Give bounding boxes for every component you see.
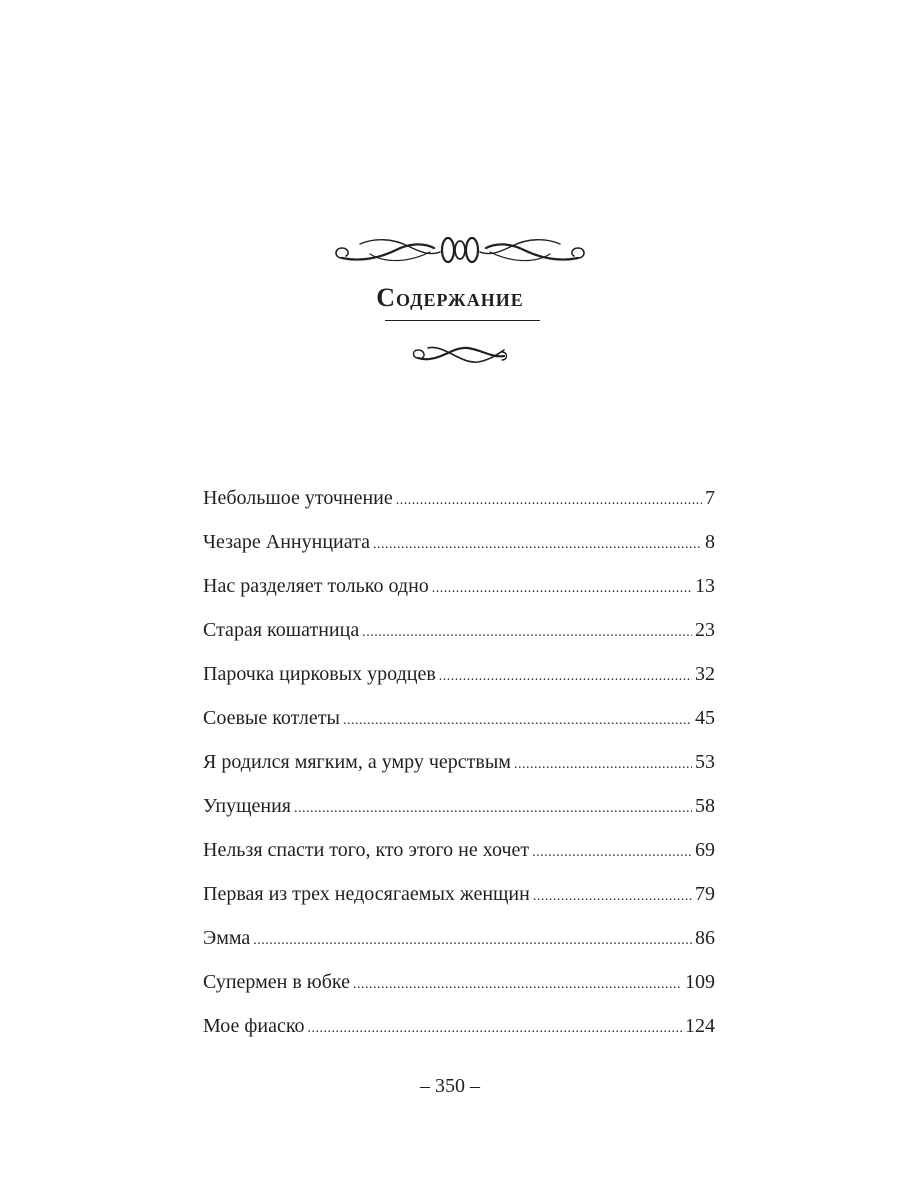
toc-entry-title: Мое фиаско (203, 1015, 305, 1037)
dot-leader (343, 704, 692, 735)
table-of-contents (203, 484, 715, 1056)
toc-entry[interactable] (203, 836, 715, 880)
flourish-scroll-icon (330, 228, 590, 272)
toc-entry-page: 124 (685, 1015, 715, 1037)
dot-leader (294, 792, 692, 823)
toc-entry-page: 53 (695, 751, 715, 773)
dot-leader (439, 660, 692, 691)
toc-entry-page: 8 (705, 531, 715, 553)
toc-entry[interactable] (203, 572, 715, 616)
dot-leader (396, 484, 702, 515)
toc-entry-page: 32 (695, 663, 715, 685)
toc-entry-page: 45 (695, 707, 715, 729)
dot-leader (253, 924, 692, 955)
page-title: Содержание (376, 283, 524, 312)
flourish-small-icon (408, 338, 512, 372)
toc-entry[interactable] (203, 968, 715, 1012)
toc-entry-title: Упущения (203, 795, 291, 817)
dot-leader (308, 1012, 682, 1043)
toc-entry-title: Эмма (203, 927, 251, 949)
toc-entry-page: 23 (695, 619, 715, 641)
toc-entry-title: Небольшое уточнение (203, 487, 393, 509)
toc-entry-page: 79 (695, 883, 715, 905)
dot-leader (373, 528, 702, 559)
toc-entry-title: Первая из трех недосягаемых женщин (203, 883, 530, 905)
toc-entry-title: Чезаре Аннунциата (203, 531, 370, 553)
toc-entry-title: Нельзя спасти того, кто этого не хочет (203, 839, 530, 861)
toc-entry[interactable] (203, 704, 715, 748)
toc-entry-title: Соевые котлеты (203, 707, 340, 729)
toc-entry[interactable] (203, 748, 715, 792)
toc-entry[interactable] (203, 880, 715, 924)
toc-entry[interactable] (203, 484, 715, 528)
toc-entry[interactable] (203, 792, 715, 836)
toc-entry-page: 13 (695, 575, 715, 597)
toc-entry-title: Я родился мягким, а умру черствым (203, 751, 511, 773)
toc-entry-page: 69 (695, 839, 715, 861)
toc-entry[interactable] (203, 528, 715, 572)
page-number: – 350 – (420, 1075, 480, 1097)
toc-entry-title: Старая кошатница (203, 619, 360, 641)
toc-entry[interactable] (203, 924, 715, 968)
dot-leader (432, 572, 692, 603)
toc-entry-title: Парочка цирковых уродцев (203, 663, 436, 685)
dot-leader (353, 968, 682, 999)
dot-leader (533, 880, 692, 911)
dot-leader (532, 836, 692, 867)
toc-entry[interactable] (203, 616, 715, 660)
dot-leader (514, 748, 692, 779)
toc-entry[interactable] (203, 1012, 715, 1056)
toc-entry-page: 7 (705, 487, 715, 509)
toc-entry-title: Супермен в юбке (203, 971, 351, 993)
toc-entry-title: Нас разделяет только одно (203, 575, 429, 597)
toc-entry-page: 109 (685, 971, 715, 993)
toc-entry-page: 86 (695, 927, 715, 949)
dot-leader (362, 616, 692, 647)
toc-entry[interactable] (203, 660, 715, 704)
toc-entry-page: 58 (695, 795, 715, 817)
title-underline (385, 320, 540, 321)
